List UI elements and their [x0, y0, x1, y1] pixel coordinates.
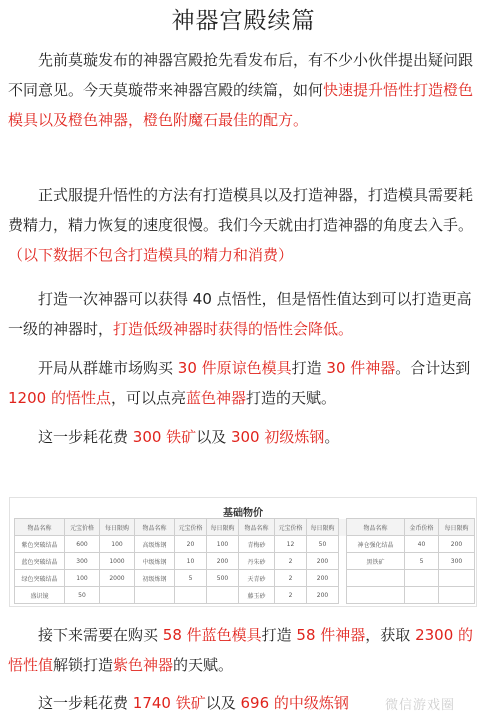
table-cell: 2000 — [100, 570, 135, 587]
table-cell: 中级炼钢 — [135, 553, 175, 570]
table-cell: 200 — [307, 553, 339, 570]
table-cell: 300 — [65, 553, 100, 570]
table-cell: 12 — [275, 536, 307, 553]
table-cell — [100, 587, 135, 604]
highlight-text: 快速提升悟性打造橙色模具以及橙色神器，橙色附魔石最佳的配方。 — [8, 81, 474, 129]
table-cell: 200 — [439, 536, 475, 553]
table-header-cell: 元宝价格 — [175, 519, 207, 536]
highlight-text: 30 件神器 — [326, 359, 396, 377]
table-header-cell: 金币价格 — [405, 519, 439, 536]
paragraph-1 — [8, 45, 480, 135]
table-cell: 50 — [307, 536, 339, 553]
highlight-text: 1200 的悟性点 — [8, 389, 111, 407]
paragraph-4 — [8, 353, 480, 413]
price-table-image — [9, 497, 477, 607]
highlight-text: 300 铁矿 — [132, 428, 197, 446]
article-title: 神器宫殿续篇 — [171, 8, 316, 34]
table-header-cell: 物品名称 — [239, 519, 275, 536]
watermark: 微信游戏圈 — [385, 698, 456, 713]
body-text: 打造的天赋。 — [245, 389, 336, 407]
highlight-text: 紫色神器 — [113, 656, 174, 674]
table-cell: 蓝色突破结晶 — [15, 553, 65, 570]
highlight-text: 2300 的悟性值 — [8, 626, 474, 674]
table-cell: 100 — [207, 536, 239, 553]
body-text: ，可以点亮 — [110, 389, 186, 407]
table-row — [15, 570, 475, 587]
table-header-row — [15, 519, 475, 536]
body-text: 。 — [324, 428, 340, 446]
body-text: 。合计达到 — [395, 359, 471, 377]
table-cell: 藤玉砂 — [239, 587, 275, 604]
table-cell — [207, 587, 239, 604]
price-table-title: 基础物价 — [223, 508, 263, 519]
table-cell — [175, 587, 207, 604]
table-cell — [439, 570, 475, 587]
table-cell — [405, 570, 439, 587]
highlight-text: 蓝色神器 — [185, 389, 246, 407]
body-text: 开局从群雄市场购买 — [38, 359, 178, 377]
body-text: 先前莫璇发布的神器宫殿抢先看发布后，有不少小伙伴提出疑问跟不同意见。今天莫璇带来神器宫殿的续篇，如何 — [8, 51, 474, 99]
table-cell: 神仓强化结晶 — [347, 536, 405, 553]
table-cell: 天青砂 — [239, 570, 275, 587]
table-cell: 200 — [207, 553, 239, 570]
table-cell — [135, 587, 175, 604]
table-cell — [347, 587, 405, 604]
table-row — [15, 587, 475, 604]
table-cell: 200 — [307, 587, 339, 604]
table-header-cell: 每日限购 — [307, 519, 339, 536]
table-cell: 5 — [175, 570, 207, 587]
table-cell — [347, 570, 405, 587]
highlight-text: 696 的中级炼钢 — [240, 694, 349, 712]
table-header-cell: 元宝价格 — [275, 519, 307, 536]
body-text: 接下来需要在购买 — [38, 626, 163, 644]
body-text: 正式服提升悟性的方法有打造模具以及打造神器，打造模具需要耗费精力，精力恢复的速度很慢。我们今天就由打造神器的角度去入手。 — [8, 186, 474, 234]
body-text: 的天赋。 — [173, 656, 234, 674]
body-text: 解锁打造 — [53, 656, 114, 674]
paragraph-3 — [8, 284, 480, 344]
price-table — [14, 518, 475, 604]
body-text: 以及 — [205, 694, 241, 712]
table-cell: 紫色突破结晶 — [15, 536, 65, 553]
table-cell — [339, 553, 347, 570]
table-cell — [339, 536, 347, 553]
highlight-text: （以下数据不包含打造模具的精力和消费） — [8, 246, 294, 264]
body-text: 这一步耗花费 — [38, 428, 133, 446]
table-row — [15, 553, 475, 570]
highlight-text: 30 件原谅色模具 — [177, 359, 292, 377]
table-cell — [439, 587, 475, 604]
table-cell: 高级炼钢 — [135, 536, 175, 553]
table-header-cell: 每日限购 — [207, 519, 239, 536]
table-cell — [339, 570, 347, 587]
table-header-cell — [339, 519, 347, 536]
table-cell: 600 — [65, 536, 100, 553]
body-text: 以及 — [196, 428, 231, 446]
table-cell — [405, 587, 439, 604]
table-row — [15, 536, 475, 553]
table-cell: 初级炼钢 — [135, 570, 175, 587]
highlight-text: 1740 铁矿 — [132, 694, 206, 712]
table-cell: 10 — [175, 553, 207, 570]
table-cell: 1000 — [100, 553, 135, 570]
table-cell: 200 — [307, 570, 339, 587]
table-header-cell: 每日限购 — [439, 519, 475, 536]
table-cell: 100 — [65, 570, 100, 587]
table-cell: 丹朱砂 — [239, 553, 275, 570]
table-header-cell: 物品名称 — [15, 519, 65, 536]
table-cell: 2 — [275, 553, 307, 570]
table-cell: 50 — [65, 587, 100, 604]
body-text: 这一步耗花费 — [38, 694, 133, 712]
highlight-text: 58 件蓝色模具 — [162, 626, 262, 644]
body-text: 打造一次神器可以获得 40 点悟性，但是悟性值达到可以打造更高一级的神器时， — [8, 290, 472, 338]
table-cell: 盛识镜 — [15, 587, 65, 604]
table-cell: 300 — [439, 553, 475, 570]
table-cell: 青梅砂 — [239, 536, 275, 553]
table-cell: 500 — [207, 570, 239, 587]
paragraph-6 — [8, 620, 480, 680]
body-text: 打造 — [291, 359, 327, 377]
table-header-cell: 每日限购 — [100, 519, 135, 536]
table-cell: 绿色突破结晶 — [15, 570, 65, 587]
table-cell — [339, 587, 347, 604]
table-cell: 100 — [100, 536, 135, 553]
table-header-cell: 物品名称 — [135, 519, 175, 536]
paragraph-5 — [8, 422, 480, 452]
table-cell: 2 — [275, 570, 307, 587]
highlight-text: 300 初级炼钢 — [230, 428, 325, 446]
table-cell: 40 — [405, 536, 439, 553]
table-cell: 黑铁矿 — [347, 553, 405, 570]
table-cell: 20 — [175, 536, 207, 553]
table-cell: 2 — [275, 587, 307, 604]
table-header-cell: 物品名称 — [347, 519, 405, 536]
paragraph-2 — [8, 180, 480, 270]
body-text: 打造 — [261, 626, 297, 644]
highlight-text: 58 件神器 — [296, 626, 366, 644]
table-cell: 5 — [405, 553, 439, 570]
body-text: ，获取 — [365, 626, 416, 644]
highlight-text: 打造低级神器时获得的悟性会降低。 — [113, 320, 354, 338]
table-header-cell: 元宝价格 — [65, 519, 100, 536]
